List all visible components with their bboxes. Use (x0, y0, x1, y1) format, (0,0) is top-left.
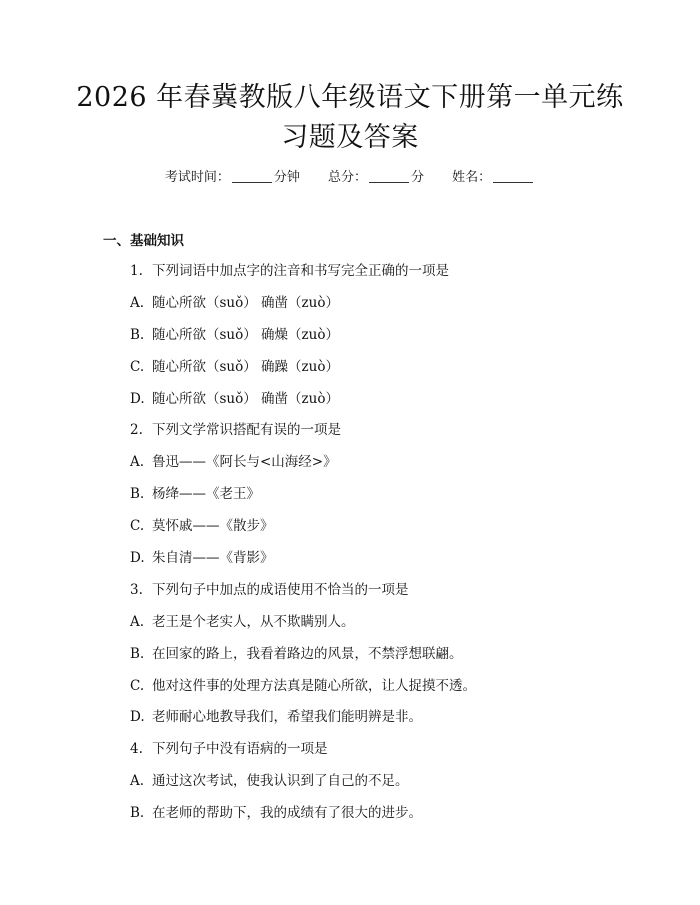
title-line-2: 习题及答案 (281, 122, 419, 153)
option-item (130, 612, 650, 644)
item-number: D. (130, 709, 145, 726)
item-text: 老王是个老实人，从不欺瞒别人。 (152, 613, 355, 630)
item-text: 莫怀戚——《散步》 (152, 518, 274, 535)
question-item (130, 420, 650, 452)
item-text: 杨绛——《老王》 (152, 486, 260, 503)
item-text: 随心所欲（suǒ） 确凿（zuò） (152, 294, 339, 311)
item-number: A. (130, 773, 145, 790)
name-blank (493, 168, 533, 183)
question-list (130, 261, 650, 835)
item-number: 2. (130, 422, 143, 439)
item-number: D. (130, 390, 145, 407)
name-field: 姓名： (452, 170, 535, 185)
item-number: B. (130, 645, 145, 662)
exam-info (0, 168, 700, 187)
item-text: 他对这件事的处理方法真是随心所欲，让人捉摸不透。 (152, 677, 476, 694)
option-item (130, 548, 650, 580)
item-number: B. (130, 805, 145, 822)
item-text: 下列文学常识搭配有误的一项是 (152, 422, 341, 439)
option-item (130, 293, 650, 325)
item-text: 在老师的帮助下，我的成绩有了很大的进步。 (152, 805, 422, 822)
item-text: 朱自清——《背影》 (152, 550, 274, 567)
item-text: 下列句子中加点的成语使用不恰当的一项是 (152, 581, 409, 598)
question-item (130, 580, 650, 612)
item-text: 下列句子中没有语病的一项是 (152, 741, 328, 758)
item-text: 老师耐心地教导我们，希望我们能明辨是非。 (152, 709, 422, 726)
item-number: C. (130, 677, 145, 694)
option-item (130, 803, 650, 835)
option-item (130, 707, 650, 739)
item-text: 随心所欲（suǒ） 确凿（zuò） (152, 390, 339, 407)
exam-time-field: 考试时间： 分钟 (164, 170, 300, 185)
score-field: 总分： 分 (327, 170, 425, 185)
page-title (70, 78, 630, 158)
option-item (130, 644, 650, 676)
item-number: B. (130, 326, 145, 343)
item-number: C. (130, 358, 145, 375)
item-text: 通过这次考试，使我认识到了自己的不足。 (152, 773, 409, 790)
option-item (130, 516, 650, 548)
section-title: 一、基础知识 (103, 233, 184, 249)
question-item (130, 739, 650, 771)
item-number: D. (130, 550, 145, 567)
item-text: 随心所欲（suǒ） 确燥（zuò） (152, 326, 339, 343)
item-number: A. (130, 613, 145, 630)
question-item (130, 261, 650, 293)
title-line-1: 2026 年春冀教版八年级语文下册第一单元练 (76, 82, 624, 113)
option-item (130, 484, 650, 516)
item-number: 4. (130, 741, 143, 758)
option-item (130, 452, 650, 484)
item-number: 1. (130, 263, 143, 279)
item-number: A. (130, 454, 145, 471)
score-blank (369, 168, 409, 183)
option-item (130, 771, 650, 803)
item-number: B. (130, 486, 145, 503)
option-item (130, 357, 650, 389)
item-number: 3. (130, 581, 143, 598)
item-text: 在回家的路上，我看着路边的风景，不禁浮想联翩。 (152, 645, 463, 662)
item-number: A. (130, 294, 145, 311)
option-item (130, 676, 650, 708)
item-text: 鲁迅——《阿长与<山海经>》 (152, 454, 337, 471)
item-number: C. (130, 518, 145, 535)
item-text: 下列词语中加点字的注音和书写完全正确的一项是 (152, 263, 449, 279)
option-item (130, 325, 650, 357)
option-item (130, 389, 650, 421)
item-text: 随心所欲（suǒ） 确躁（zuò） (152, 358, 339, 375)
time-blank (232, 168, 272, 183)
